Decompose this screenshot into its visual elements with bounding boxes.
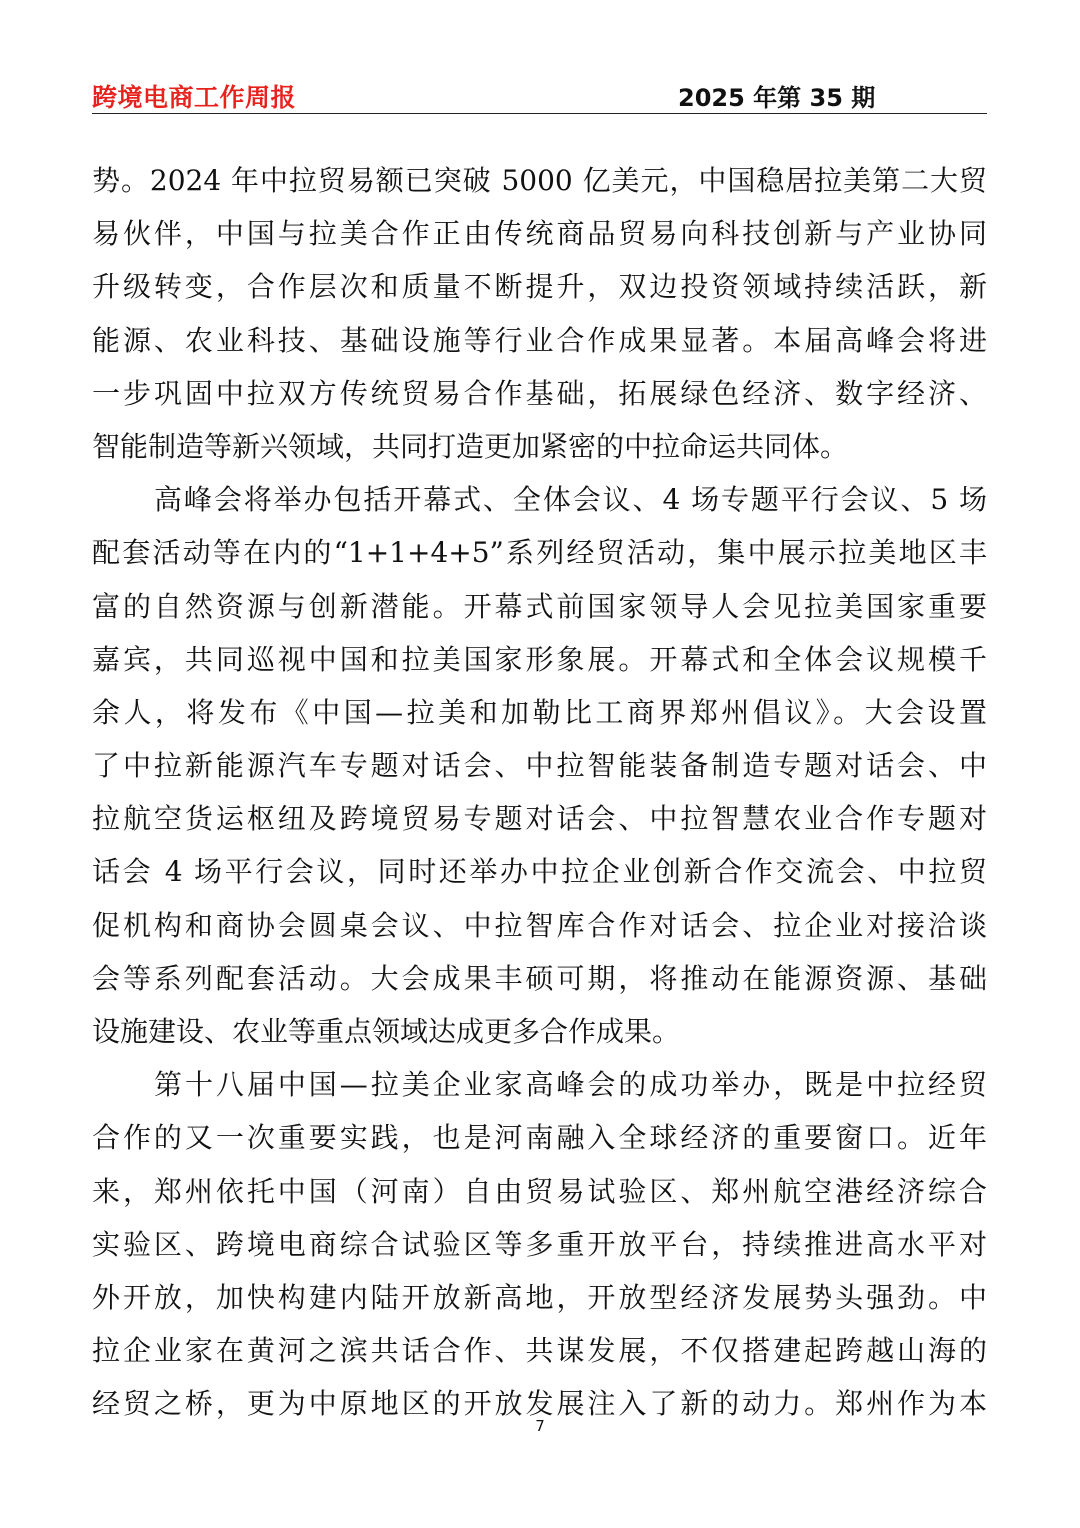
text-line: 易伙伴，中国与拉美合作正由传统商品贸易向科技创新与产业协同 <box>92 217 987 251</box>
text-line: 会等系列配套活动。大会成果丰硕可期，将推动在能源资源、基础 <box>92 961 987 995</box>
text-line: 经贸之桥，更为中原地区的开放发展注入了新的动力。郑州作为本 <box>92 1387 987 1421</box>
text-line: 来，郑州依托中国（河南）自由贸易试验区、郑州航空港经济综合 <box>92 1174 987 1208</box>
text-line: 势。2024 年中拉贸易额已突破 5000 亿美元，中国稳居拉美第二大贸 <box>92 164 987 197</box>
article-body <box>92 154 987 1431</box>
page-header <box>92 74 987 114</box>
header-divider <box>92 113 987 114</box>
text-line: 升级转变，合作层次和质量不断提升，双边投资领域持续活跃，新 <box>92 270 987 304</box>
text-line: 拉航空货运枢纽及跨境贸易专题对话会、中拉智慧农业合作专题对 <box>92 802 987 836</box>
text-line: 一步巩固中拉双方传统贸易合作基础，拓展绿色经济、数字经济、 <box>92 376 987 410</box>
text-line: 实验区、跨境电商综合试验区等多重开放平台，持续推进高水平对 <box>92 1227 987 1261</box>
text-line: 了中拉新能源汽车专题对话会、中拉智能装备制造专题对话会、中 <box>92 749 987 783</box>
page-number: 7 <box>535 1417 545 1435</box>
text-line: 富的自然资源与创新潜能。开幕式前国家领导人会见拉美国家重要 <box>92 589 987 623</box>
text-line: 话会 4 场平行会议，同时还举办中拉企业创新合作交流会、中拉贸 <box>92 855 987 889</box>
text-line: 嘉宾，共同巡视中国和拉美国家形象展。开幕式和全体会议规模千 <box>92 642 987 676</box>
text-line: 配套活动等在内的“1+1+4+5”系列经贸活动，集中展示拉美地区丰 <box>92 536 987 570</box>
text-line: 外开放，加快构建内陆开放新高地，开放型经济发展势头强劲。中 <box>92 1280 987 1314</box>
text-line: 设施建设、农业等重点领域达成更多合作成果。 <box>92 1015 681 1048</box>
text-line: 拉企业家在黄河之滨共话合作、共谋发展，不仅搭建起跨越山海的 <box>92 1334 987 1368</box>
text-line: 智能制造等新兴领域，共同打造更加紧密的中拉命运共同体。 <box>92 429 849 463</box>
text-line: 第十八届中国—拉美企业家高峰会的成功举办，既是中拉经贸 <box>154 1068 987 1102</box>
text-line: 促机构和商协会圆桌会议、中拉智库合作对话会、拉企业对接洽谈 <box>92 908 987 942</box>
publication-title: 跨境电商工作周报 <box>92 83 297 112</box>
text-line: 能源、农业科技、基础设施等行业合作成果显著。本届高峰会将进 <box>92 323 987 357</box>
text-line: 高峰会将举办包括开幕式、全体会议、4 场专题平行会议、5 场 <box>154 483 987 517</box>
text-line: 余人，将发布《中国—拉美和加勒比工商界郑州倡议》。大会设置 <box>92 695 987 729</box>
issue-number: 2025 年第 35 期 <box>678 84 876 112</box>
text-line: 合作的又一次重要实践，也是河南融入全球经济的重要窗口。近年 <box>92 1121 987 1155</box>
